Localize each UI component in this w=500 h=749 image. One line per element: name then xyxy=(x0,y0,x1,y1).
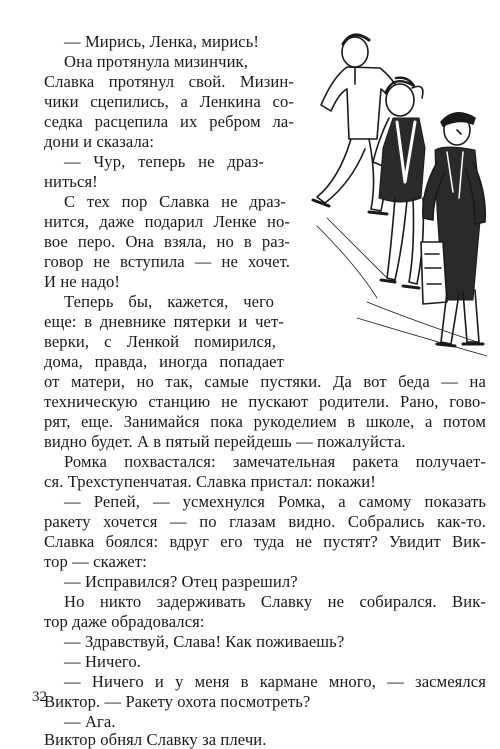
children-illustration xyxy=(297,22,500,367)
text-line: — Чур, теперь не драз- xyxy=(64,152,264,171)
text-line: седка расцепила их ребром ла- xyxy=(44,112,294,131)
text-line: видно будет. А в пятый перейдешь — пожалуйста. xyxy=(44,432,406,451)
text-line: — Ничего. xyxy=(64,652,142,671)
text-line: Виктор обнял Славку за плечи. xyxy=(44,730,267,749)
text-line: С тех пор Славка не драз- xyxy=(64,192,286,211)
text-line: говор не вступила — не хочет. xyxy=(44,252,290,271)
text-line: Она протянула мизинчик, xyxy=(64,52,248,71)
text-line: — Репей, — усмехнулся Ромка, а самому показать xyxy=(64,492,486,511)
text-line: верки, с Ленкой помирился, xyxy=(44,332,276,351)
text-line: дони и сказала: xyxy=(44,132,155,151)
text-line: Ромка похвастался: замечательная ракета получает- xyxy=(64,452,486,471)
text-line: — Ничего и у меня в кармане много, — засмеялся xyxy=(64,672,486,691)
page-number: 32 xyxy=(32,689,47,705)
text-line: ся. Трехступенчатая. Славка пристал: покажи! xyxy=(44,472,376,491)
text-line: Славка боялся: вдруг его туда не пустят? Увидит Вик- xyxy=(44,532,486,551)
text-line: Теперь бы, кажется, чего xyxy=(64,292,274,311)
text-line: — Здравствуй, Слава! Как поживаешь? xyxy=(64,632,345,651)
text-line: дома, правда, иногда попадает xyxy=(44,352,284,371)
text-line: ниться! xyxy=(44,172,98,191)
text-line: тор — скажет: xyxy=(44,552,147,571)
text-line: Виктор. — Ракету охота посмотреть? xyxy=(44,692,311,711)
text-line: И не надо! xyxy=(44,272,121,291)
text-line: рят, еще. Занимайся пока рукоделием в школе, а потом xyxy=(44,412,486,431)
text-line: ракету хочется — по глазам видно. Собрались как-то. xyxy=(44,512,486,531)
text-line: Но никто задерживать Славку не собирался. Вик- xyxy=(64,592,486,611)
text-line: тор даже обрадовался: xyxy=(44,612,205,631)
text-line: Славка протянул свой. Мизин- xyxy=(44,72,294,91)
text-line: — Ага. xyxy=(64,712,116,731)
text-line: нится, даже подарил Ленке но- xyxy=(44,212,290,231)
text-line: — Мирись, Ленка, мирись! xyxy=(64,32,260,51)
text-line: чики сцепились, а Ленкина со- xyxy=(44,92,294,111)
text-line: вое перо. Она взяла, но в раз- xyxy=(44,232,290,251)
text-line: — Исправился? Отец разрешил? xyxy=(64,572,298,591)
text-line: от матери, но так, самые пустяки. Да вот беда — на xyxy=(44,372,486,391)
text-line: еще: в дневнике пятерки и чет- xyxy=(44,312,284,331)
text-line: техническую станцию не пускают родители. Рано, гово- xyxy=(44,392,486,411)
